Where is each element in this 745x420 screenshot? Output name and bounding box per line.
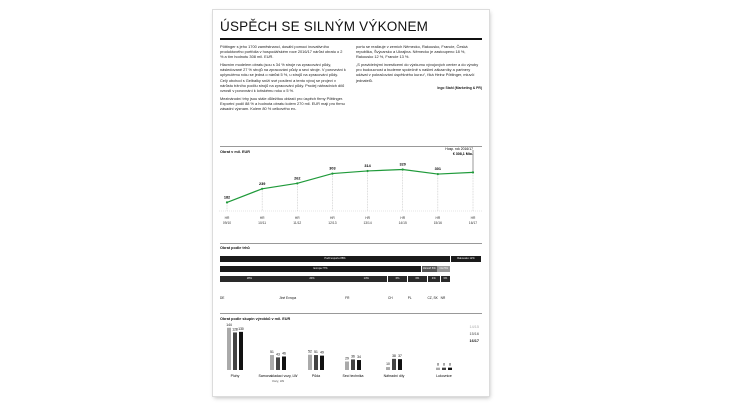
bar (239, 332, 243, 370)
annotation-value: € 308,1 Mio. (452, 152, 473, 156)
market-segment: 4% (428, 276, 441, 282)
bar (276, 357, 280, 370)
bar-value-label: 36 (351, 354, 355, 359)
x-tick-label: 11/12 (293, 221, 302, 225)
data-label: 320 (399, 162, 406, 167)
signature: Ingo Stahl (Marketing & PR) (437, 85, 482, 90)
bar (448, 368, 452, 370)
x-tick-label: 13/14 (363, 221, 372, 225)
bar (270, 355, 274, 370)
data-label: 301 (434, 167, 442, 172)
bar-value-label: 52 (308, 349, 312, 354)
paragraph: Hlavním modelem obratu jsou s 34 % stroje na zpracování půdy, následované 27 % strojů na zpracování půdy a secí stroje. V porovnání k uplynulému roku se jedná o nárůst 5 %, u strojů na zpracování půdy. Celý obchod s Gelbalky sníží své posílení a tento vývoj se projeví v nárůstu tržního podílu strojů na zpracování půdy. Prodej náhradních dílů vzrostl v porovnání k loňskému roku o 5 %. (220, 62, 346, 93)
market-title: Obrat podle trhů (220, 246, 250, 250)
country-label: CZ, SK (427, 296, 438, 300)
country-label: PL (407, 296, 412, 300)
paragraph: Mezinárodní trhy jsou stále důležitou oblastí pro úspěch firmy Pöttinger. Exportní podíl 88 % a hodnota obratu kolem 270 mil. EUR mají pro firmu zásadní význam. Kolem 80 % celkového ex- (220, 95, 345, 112)
market-segment: Ost 5% (439, 267, 448, 270)
x-tick-label: HR (470, 216, 476, 220)
paragraph: portu se realizuje v zemích Německo, Rakousko, Francie, Česká republika, Švýcarsko a Ukrajina. Německo je zastoupeno 18 %, Rakousko 12 %, Francie 13 %. (356, 44, 468, 60)
x-tick-label: HR (224, 216, 230, 220)
data-label: 314 (364, 163, 371, 168)
legend-entry: 15/16 (469, 332, 479, 336)
bar (308, 355, 312, 370)
bar (314, 355, 318, 370)
bar-value-label: 130 (238, 326, 244, 331)
category-label: Samonakladací vozy, LW (258, 374, 298, 378)
bar (282, 357, 286, 370)
x-tick-label: 12/13 (328, 221, 337, 225)
x-tick-label: 15/16 (433, 221, 442, 225)
country-label: CH (387, 296, 393, 300)
country-label: FR (345, 296, 350, 300)
category-label: Lukovnice (436, 374, 452, 378)
product-groups-bar-chart (213, 10, 489, 396)
market-segment: Evropa 77% (220, 266, 421, 272)
x-tick-label: HR (259, 216, 265, 220)
bar-value-label: 37 (398, 354, 402, 359)
paragraph: „S pravidelnými investicemi do výzkumu vývojových center a do výroby pro budoucnost a budeme společně s našimi zákazníky a partnery udávat v pokračování úspěšného kurzu“, říká Heinz Pöttinger, mluvčí jednatelů. (356, 62, 479, 83)
country-label: NR (440, 296, 446, 300)
x-tick-label: HR (435, 216, 441, 220)
bar (442, 368, 446, 370)
market-segment: 6% (388, 276, 407, 282)
bar (320, 356, 324, 370)
x-tick-label: HR (400, 216, 406, 220)
data-label: 239 (258, 181, 266, 186)
x-tick-label: 10/11 (258, 221, 267, 225)
bar (357, 360, 361, 370)
bar (436, 368, 440, 370)
bar-value-label: 38 (392, 353, 396, 358)
x-tick-label: HR (330, 216, 335, 220)
category-label: Secí technika (342, 374, 364, 378)
category-label: Náhradní díly (383, 374, 405, 378)
category-label: Pluhy (230, 374, 240, 378)
paragraph: Pöttinger s jeho 1700 zaměstnanci, dosáhl pomocí inovativního produktového portfolia v hospodářském roce 2016/17 nárůst obratu o 2 % a tím hodnotu 308 mil. EUR. (220, 44, 343, 60)
bar-value-label: 34 (357, 355, 361, 360)
category-label: Půda (311, 374, 321, 378)
turnover-title: Obrat v mil. EUR (220, 150, 250, 154)
market-segment: 6% (408, 276, 427, 282)
annotation-label: Hosp. rok 2016/17 (445, 147, 473, 151)
bar (345, 361, 349, 370)
market-segment: 20% (279, 276, 344, 282)
bar-value-label: 8 (443, 362, 445, 367)
market-segment: Podíl exportu 88% (220, 256, 450, 262)
bar (351, 359, 355, 370)
bar-value-label: 49 (320, 350, 324, 355)
bar-value-label: 8 (437, 362, 439, 367)
country-label: Jiné Evropa (279, 296, 297, 300)
market-segment: Zámoří 6% (422, 267, 436, 270)
bar-value-label: 43 (276, 352, 280, 357)
market-segment: 13% (345, 276, 387, 282)
document-page (213, 10, 489, 396)
x-tick-label: 09/10 (222, 221, 232, 225)
groups-title: Obrat podle skupin výrobků v mil. EUR (220, 317, 291, 321)
legend-entry: 14/15 (469, 325, 479, 329)
market-segment: 3% (441, 276, 450, 282)
bar-value-label: 46 (282, 351, 286, 356)
data-label: 303 (329, 166, 336, 171)
bar (233, 332, 237, 370)
data-label: 262 (294, 176, 301, 181)
x-tick-label: HR (294, 216, 300, 220)
bar-value-label: 51 (314, 350, 318, 355)
page-title: ÚSPĚCH SE SILNÝM VÝKONEM (220, 19, 429, 34)
bar (398, 359, 402, 370)
x-tick-label: 16/17 (468, 221, 478, 225)
bar (386, 367, 390, 370)
bar-value-label: 51 (270, 350, 274, 355)
bar-value-label: 144 (226, 322, 232, 327)
legend-entry: 16/17 (469, 339, 479, 343)
bar (227, 328, 231, 370)
bar-value-label: 29 (345, 356, 349, 361)
category-sublabel: Vozy, LW (271, 379, 285, 383)
data-label: 182 (223, 195, 231, 200)
country-label: DE (220, 296, 225, 300)
market-segment: Rakousko 12% (451, 256, 482, 262)
market-segment: 18% (220, 276, 279, 282)
bar-value-label: 128 (232, 327, 238, 332)
x-tick-label: HR (365, 216, 370, 220)
bar (392, 359, 396, 370)
x-tick-label: 14/15 (398, 221, 407, 225)
bar-value-label: 8 (449, 362, 451, 367)
bar-value-label: 10 (386, 362, 390, 367)
